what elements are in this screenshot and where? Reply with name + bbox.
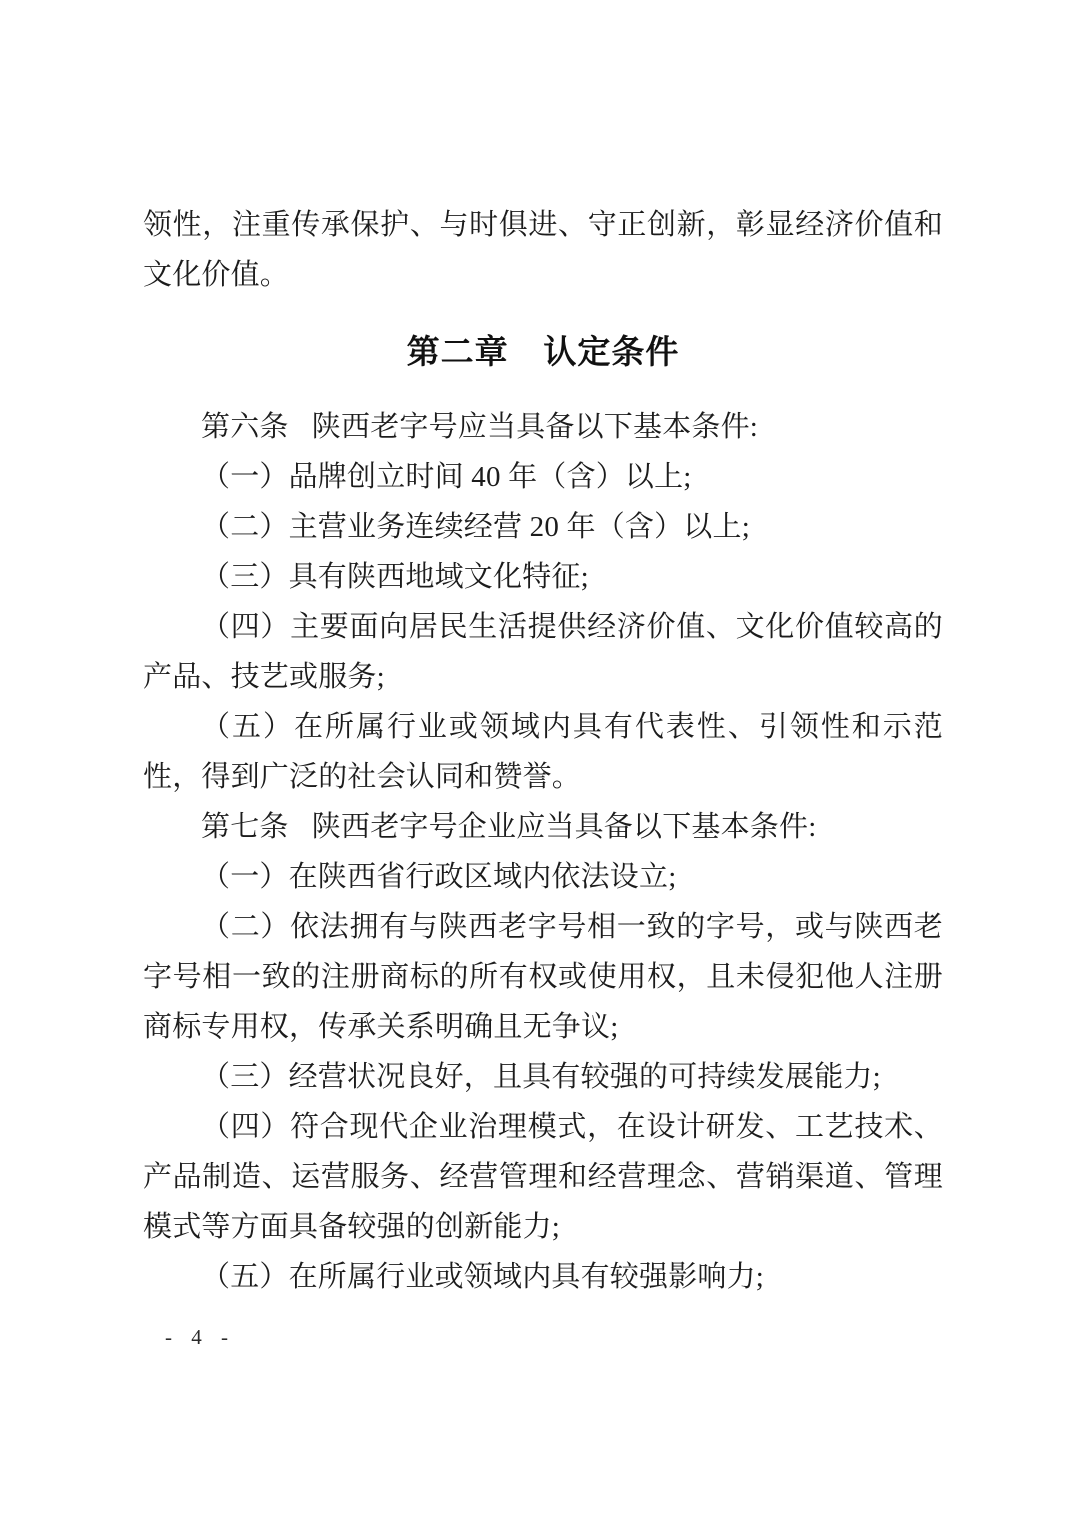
article-7-intro: 陕西老字号企业应当具备以下基本条件: [311, 811, 817, 843]
article-7-lead-paragraph [143, 802, 943, 852]
article-6-item-2: （二）主营业务连续经营 20 年（含）以上; [201, 511, 750, 543]
chapter-number: 第二章 [406, 333, 509, 370]
chapter-title: 认定条件 [543, 333, 680, 370]
article-7-number: 第七条 [201, 811, 289, 843]
article-6-item-4: （四）主要面向居民生活提供经济价值、文化价值较高的产品、技艺或服务; [143, 611, 943, 693]
article-7-item-1: （一）在陕西省行政区域内依法设立; [201, 861, 677, 893]
article-6-intro: 陕西老字号应当具备以下基本条件: [311, 411, 759, 443]
chapter-heading [143, 324, 943, 380]
article-7-item-3: （三）经营状况良好，且具有较强的可持续发展能力; [201, 1061, 881, 1093]
article-6-item-5: （五）在所属行业或领域内具有代表性、引领性和示范性，得到广泛的社会认同和赞誉。 [143, 711, 943, 793]
article-7-item-5: （五）在所属行业或领域内具有较强影响力; [201, 1261, 765, 1293]
article-7-item-2: （二）依法拥有与陕西老字号相一致的字号，或与陕西老字号相一致的注册商标的所有权或使用权，且未侵犯他人注册商标专用权，传承关系明确且无争议; [143, 911, 943, 1043]
continuation-paragraph: 领性，注重传承保护、与时俱进、守正创新，彰显经济价值和文化价值。 [143, 209, 943, 291]
document-body [143, 200, 943, 1302]
article-7-item-4: （四）符合现代企业治理模式，在设计研发、工艺技术、产品制造、运营服务、经营管理和经营理念、营销渠道、管理模式等方面具备较强的创新能力; [143, 1111, 943, 1243]
article-6-number: 第六条 [201, 411, 289, 443]
article-6-lead-paragraph [143, 402, 943, 452]
article-6-item-1: （一）品牌创立时间 40 年（含）以上; [201, 461, 692, 493]
article-6-item-3: （三）具有陕西地域文化特征; [201, 561, 589, 593]
page-number: - 4 - [165, 1325, 230, 1349]
